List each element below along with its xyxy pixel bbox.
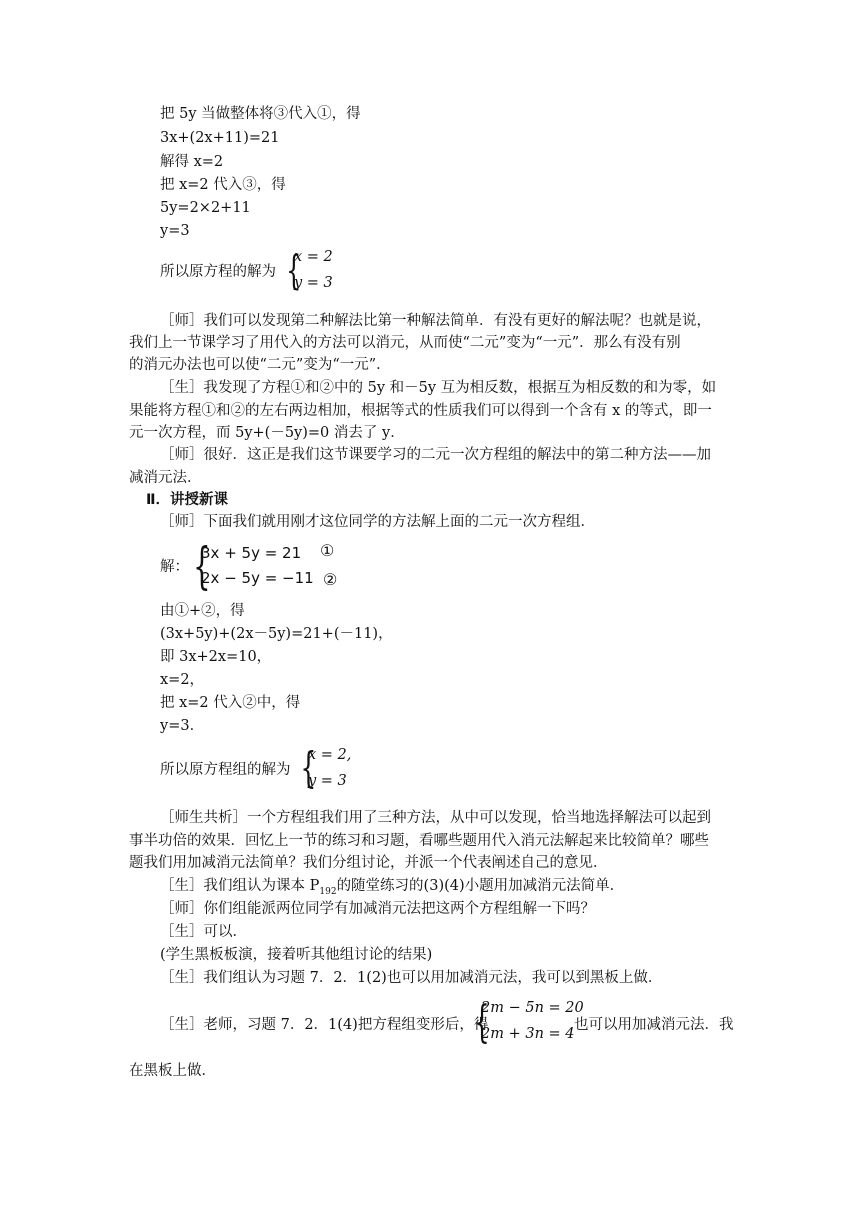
paragraph-line: ［生］老师，习题 7．2．1(4)把方程组变形后，得	[160, 1017, 489, 1033]
equation: x = 2,	[308, 747, 352, 763]
paragraph-line: (学生黑板板演，接着听其他组讨论的结果)	[160, 947, 433, 963]
section-heading: Ⅱ．讲授新课	[146, 492, 229, 508]
solution-label: 所以原方程组的解为	[160, 762, 291, 778]
equation: y = 3	[308, 773, 347, 789]
equation-mark: ②	[323, 570, 338, 589]
text-span: 的随堂练习的(3)(4)小题用加减消元法简单．	[336, 878, 625, 894]
paragraph-line: 我们上一节课学习了用代入的方法可以消元，从而使“二元”变为“一元”．那么有没有别	[129, 335, 681, 351]
brace-symbol: {	[286, 248, 302, 294]
paragraph-line: ［生］我发现了方程①和②中的 5y 和－5y 互为相反数，根据互为相反数的和为零，如	[160, 380, 717, 396]
equation: y = 3	[294, 275, 333, 291]
text-line: y=3．	[160, 718, 205, 734]
solution-label: 所以原方程的解为	[160, 264, 276, 280]
equation-mark: ①	[320, 541, 335, 560]
equation: x = 2	[294, 249, 333, 265]
text-line: 5y=2×2+11	[160, 200, 251, 216]
paragraph-line: 元一次方程，而 5y+(－5y)=0 消去了 y．	[129, 425, 405, 441]
equation: 2m − 5n = 20	[481, 1000, 584, 1016]
equation: 2m + 3n = 4	[481, 1026, 575, 1042]
solution-prefix: 解：	[160, 559, 189, 575]
equation: 3x + 5y = 21	[201, 544, 302, 562]
brace-symbol: {	[300, 743, 317, 792]
paragraph-line	[160, 876, 624, 902]
text-line: 3x+(2x+11)=21	[160, 130, 280, 146]
text-line: (3x+5y)+(2x－5y)=21+(－11)，	[160, 626, 393, 642]
text-line: 把 5y 当做整体将③代入①，得	[160, 106, 361, 122]
equation: 2x − 5y = −11	[201, 569, 314, 587]
text-line: 把 x=2 代入③，得	[160, 177, 286, 193]
paragraph-line: ［生］我们组认为习题 7．2．1(2)也可以用加减消元法，我可以到黑板上做．	[160, 970, 663, 986]
paragraph-line: ［师生共析］一个方程组我们用了三种方法，从中可以发现，恰当地选择解法可以起到	[160, 810, 711, 826]
paragraph-line: 的消元办法也可以使“二元”变为“一元”．	[129, 357, 391, 373]
text-line: 由①+②，得	[160, 603, 245, 619]
paragraph-line: ［师］我们可以发现第二种解法比第一种解法简单．有没有更好的解法呢？也就是说，	[160, 313, 711, 329]
paragraph-line: 也可以用加减消元法．我	[574, 1017, 734, 1033]
subscript: 192	[319, 886, 337, 897]
text-line: 解得 x=2	[160, 154, 224, 170]
paragraph-line: ［师］下面我们就用刚才这位同学的方法解上面的二元一次方程组．	[160, 514, 595, 530]
paragraph-line: ［师］你们组能派两位同学有加减消元法把这两个方程组解一下吗？	[160, 901, 595, 917]
paragraph-line: ［生］可以．	[160, 924, 247, 940]
text-line: 把 x=2 代入②中，得	[160, 695, 301, 711]
brace-symbol: {	[193, 537, 211, 595]
text-span: ［生］我们组认为课本 P	[160, 878, 320, 894]
paragraph-line: 在黑板上做．	[129, 1063, 216, 1079]
paragraph-line: 题我们用加减消元法简单？我们分组讨论，并派一个代表阐述自己的意见．	[129, 855, 608, 871]
paragraph-line: ［师］很好．这正是我们这节课要学习的二元一次方程组的解法中的第二种方法——加	[160, 447, 711, 463]
text-line: y=3	[160, 223, 190, 239]
text-line: x=2，	[160, 672, 205, 688]
brace-symbol: {	[474, 997, 490, 1048]
paragraph-line: 果能将方程①和②的左右两边相加，根据等式的性质我们可以得到一个含有 x 的等式，即一	[129, 403, 712, 419]
text-line: 即 3x+2x=10，	[160, 649, 272, 665]
paragraph-line: 减消元法．	[129, 470, 202, 486]
paragraph-line: 事半功倍的效果．回忆上一节的练习和习题，看哪些题用代入消元法解起来比较简单？哪些	[129, 833, 709, 849]
